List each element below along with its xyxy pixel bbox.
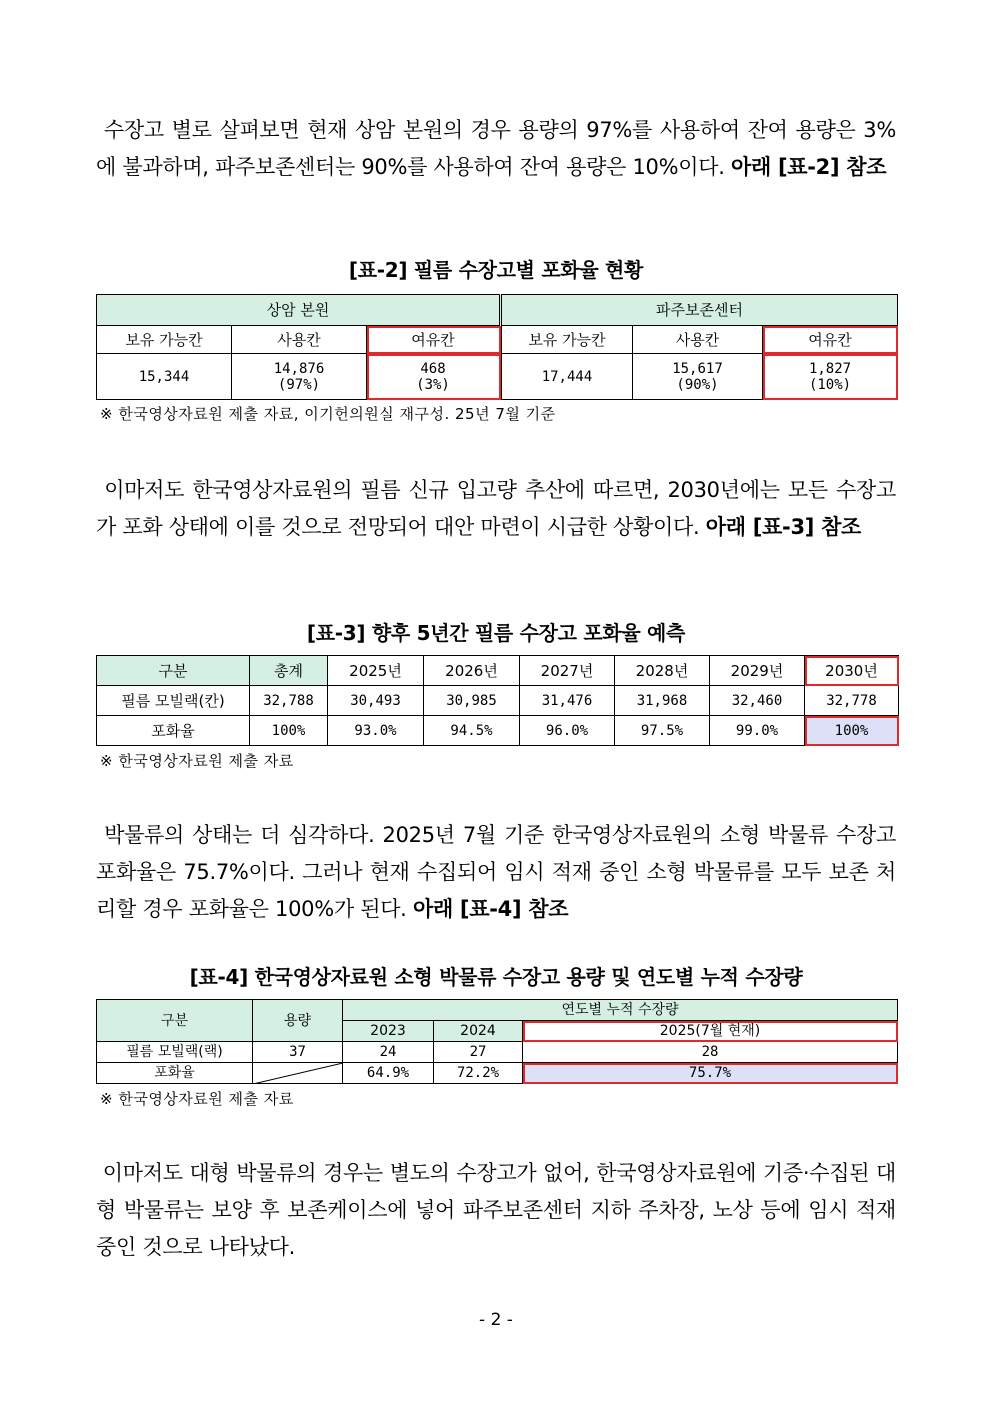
table-2-col-header: 사용칸 bbox=[232, 326, 367, 354]
table-4-cell: 27 bbox=[434, 1042, 523, 1063]
paragraph-1 bbox=[96, 112, 896, 186]
paragraph-2 bbox=[96, 472, 896, 546]
table-3-row-label: 포화율 bbox=[97, 716, 250, 746]
paragraph-3 bbox=[96, 817, 896, 928]
table-2-pct: (3%) bbox=[416, 376, 450, 393]
paragraph-4-text: 이마저도 대형 박물류의 경우는 별도의 수장고가 없어, 한국영상자료원에 기증·수집된 대형 박물류는 보양 후 보존케이스에 넣어 파주보존센터 지하 주차장, 노상 등에 임시 적재 중인 것으로 나타났다. bbox=[96, 1161, 896, 1259]
table-2-cell: 15,344 bbox=[97, 354, 232, 400]
table-3-caption: [표-3] 향후 5년간 필름 수장고 포화율 예측 bbox=[306, 621, 686, 645]
table-2-pct: (10%) bbox=[808, 376, 852, 393]
table-2-value: 14,876 bbox=[273, 360, 325, 377]
table-3-cell: 32,778 bbox=[805, 686, 899, 716]
table-3-cell: 31,968 bbox=[615, 686, 710, 716]
table-2-pct: (90%) bbox=[676, 376, 719, 393]
diagonal-line bbox=[253, 1063, 343, 1084]
table-4-row-label: 필름 모빌랙(랙) bbox=[97, 1042, 253, 1063]
table-3-cell: 99.0% bbox=[710, 716, 805, 746]
table-3-cell: 100% bbox=[250, 716, 328, 746]
table-4 bbox=[96, 999, 898, 1084]
table-3-cell: 32,460 bbox=[710, 686, 805, 716]
table-3-cell: 96.0% bbox=[520, 716, 615, 746]
table-2-col-header: 여유칸 bbox=[763, 326, 898, 354]
table-2-source: ※ 한국영상자료원 제출 자료, 이기헌의원실 재구성. 25년 7월 기준 bbox=[100, 405, 556, 423]
table-3-cell: 32,788 bbox=[250, 686, 328, 716]
paragraph-1-text: 수장고 별로 살펴보면 현재 상암 본원의 경우 용량의 97%를 사용하여 잔여 용량은 3%에 불과하며, 파주보존센터는 90%를 사용하여 잔여 용량은 10%이다. bbox=[96, 118, 896, 179]
table-3-cell: 30,985 bbox=[424, 686, 520, 716]
table-3-header: 구분 bbox=[97, 656, 250, 686]
table-2-col-header: 보유 가능칸 bbox=[97, 326, 232, 354]
table-4-row-label: 포화율 bbox=[97, 1063, 253, 1084]
table-3-header: 2027년 bbox=[520, 656, 615, 686]
paragraph-2-ref: 아래 [표-3] 참조 bbox=[705, 515, 862, 539]
table-4-header-year: 2025(7월 현재) bbox=[523, 1021, 898, 1042]
table-3-cell: 93.0% bbox=[328, 716, 424, 746]
table-3-header: 2025년 bbox=[328, 656, 424, 686]
paragraph-3-ref: 아래 [표-4] 참조 bbox=[412, 897, 569, 921]
table-2-col-header: 여유칸 bbox=[367, 326, 501, 354]
table-4-header-year: 2023 bbox=[343, 1021, 434, 1042]
table-3-source: ※ 한국영상자료원 제출 자료 bbox=[100, 752, 294, 770]
table-4-cell: 72.2% bbox=[434, 1063, 523, 1084]
table-2 bbox=[96, 294, 898, 400]
table-4-header-yearly: 연도별 누적 수장량 bbox=[343, 1000, 898, 1021]
table-4-cell: 28 bbox=[523, 1042, 898, 1063]
table-3-header: 2026년 bbox=[424, 656, 520, 686]
table-2-value: 468 bbox=[420, 360, 446, 377]
paragraph-4 bbox=[96, 1155, 896, 1266]
table-4-header-capacity: 용량 bbox=[253, 1000, 343, 1042]
table-3-cell: 97.5% bbox=[615, 716, 710, 746]
table-4-caption: [표-4] 한국영상자료원 소형 박물류 수장고 용량 및 연도별 누적 수장량 bbox=[189, 965, 803, 989]
page-number: - 2 - bbox=[479, 1310, 513, 1330]
table-2-group-sangam: 상암 본원 bbox=[97, 295, 501, 326]
table-4-header-year: 2024 bbox=[434, 1021, 523, 1042]
paragraph-1-ref: 아래 [표-2] 참조 bbox=[730, 155, 887, 179]
table-4-source: ※ 한국영상자료원 제출 자료 bbox=[100, 1090, 294, 1108]
table-3 bbox=[96, 655, 899, 746]
table-3-cell: 94.5% bbox=[424, 716, 520, 746]
table-2-cell: 17,444 bbox=[501, 354, 633, 400]
table-3-cell: 30,493 bbox=[328, 686, 424, 716]
paragraph-3-text: 박물류의 상태는 더 심각하다. 2025년 7월 기준 한국영상자료원의 소형 박물류 수장고 포화율은 75.7%이다. 그러나 현재 수집되어 임시 적재 중인 소형 박물류를 모두 보존 처리할 경우 포화율은 100%가 된다. bbox=[96, 823, 896, 921]
table-3-header: 2029년 bbox=[710, 656, 805, 686]
table-2-col-header: 보유 가능칸 bbox=[501, 326, 633, 354]
table-4-cell: 64.9% bbox=[343, 1063, 434, 1084]
table-2-cell bbox=[633, 354, 763, 400]
table-3-cell: 100% bbox=[805, 716, 899, 746]
table-3-header: 총계 bbox=[250, 656, 328, 686]
table-2-pct: (97%) bbox=[277, 376, 321, 393]
table-2-group-paju: 파주보존센터 bbox=[501, 295, 898, 326]
table-4-header-category: 구분 bbox=[97, 1000, 253, 1042]
table-3-header: 2028년 bbox=[615, 656, 710, 686]
table-4-cell: 37 bbox=[253, 1042, 343, 1063]
table-4-diagonal-cell bbox=[253, 1063, 343, 1084]
paragraph-2-text: 이마저도 한국영상자료원의 필름 신규 입고량 추산에 따르면, 2030년에는 모든 수장고가 포화 상태에 이를 것으로 전망되어 대안 마련이 시급한 상황이다. bbox=[96, 478, 896, 539]
table-3-row-label: 필름 모빌랙(칸) bbox=[97, 686, 250, 716]
table-2-col-header: 사용칸 bbox=[633, 326, 763, 354]
table-2-caption: [표-2] 필름 수장고별 포화율 현황 bbox=[348, 258, 644, 282]
table-2-value: 15,617 bbox=[672, 360, 723, 377]
table-3-header: 2030년 bbox=[805, 656, 899, 686]
table-4-cell: 75.7% bbox=[523, 1063, 898, 1084]
table-4-cell: 24 bbox=[343, 1042, 434, 1063]
table-2-cell bbox=[232, 354, 367, 400]
table-2-value: 1,827 bbox=[808, 360, 852, 377]
table-2-cell bbox=[763, 354, 898, 400]
table-3-cell: 31,476 bbox=[520, 686, 615, 716]
table-2-cell bbox=[367, 354, 501, 400]
